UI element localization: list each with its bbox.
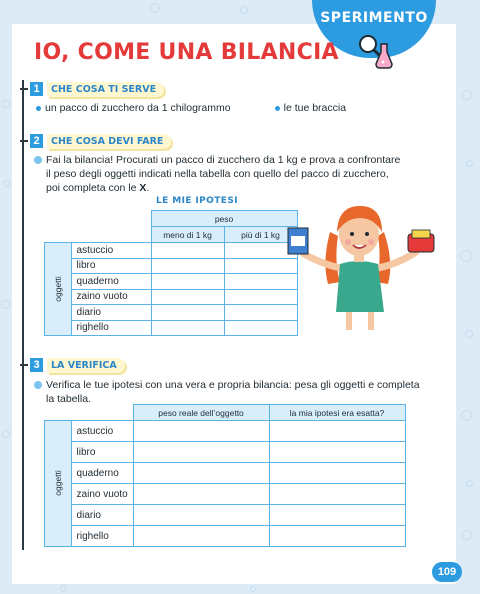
table-row: quaderno bbox=[45, 274, 298, 290]
section-1-title: CHE COSA TI SERVE bbox=[47, 82, 164, 97]
answer-cell[interactable] bbox=[151, 258, 224, 274]
table-row: libro bbox=[45, 442, 406, 463]
section-2-marker bbox=[20, 140, 28, 142]
magnifier-flask-icon bbox=[354, 30, 394, 72]
answer-cell[interactable] bbox=[269, 463, 405, 484]
answer-cell[interactable] bbox=[151, 320, 224, 336]
table-row: righello bbox=[45, 526, 406, 547]
list-item: le tue braccia bbox=[275, 102, 346, 114]
section-2-title: CHE COSA DEVI FARE bbox=[47, 134, 171, 149]
table-row: diario bbox=[45, 505, 406, 526]
answer-cell[interactable] bbox=[133, 505, 269, 526]
list-item: un pacco di zucchero da 1 chilogrammo bbox=[36, 102, 231, 114]
answer-cell[interactable] bbox=[151, 289, 224, 305]
page-number: 109 bbox=[432, 562, 462, 582]
answer-cell[interactable] bbox=[269, 421, 405, 442]
real-weight-header: peso reale dell’oggetto bbox=[133, 405, 269, 421]
hypothesis-correct-header: la mia ipotesi era esatta? bbox=[269, 405, 405, 421]
more-than-header: più di 1 kg bbox=[224, 227, 297, 243]
section-2-number: 2 bbox=[30, 134, 43, 148]
answer-cell[interactable] bbox=[269, 505, 405, 526]
badge-label: SPERIMENTO bbox=[320, 10, 428, 26]
verification-table bbox=[44, 404, 406, 547]
section-3-heading bbox=[30, 356, 125, 374]
table-row: oggetti astuccio bbox=[45, 243, 298, 259]
section-3-marker bbox=[20, 364, 28, 366]
table-row: libro bbox=[45, 258, 298, 274]
objects-side-label: oggetti bbox=[45, 421, 72, 547]
table-row: quaderno bbox=[45, 463, 406, 484]
hypothesis-table bbox=[44, 210, 298, 336]
objects-side-label: oggetti bbox=[45, 243, 72, 336]
answer-cell[interactable] bbox=[133, 442, 269, 463]
answer-cell[interactable] bbox=[151, 243, 224, 259]
bullet-icon bbox=[34, 381, 42, 389]
left-margin-rule bbox=[22, 80, 24, 550]
section-1-heading bbox=[30, 80, 164, 98]
section-3-title: LA VERIFICA bbox=[47, 358, 125, 373]
section-2-heading bbox=[30, 132, 171, 150]
answer-cell[interactable] bbox=[269, 526, 405, 547]
weight-header: peso bbox=[151, 211, 297, 227]
section-1-marker bbox=[20, 88, 28, 90]
bullet-icon bbox=[36, 106, 41, 111]
hypothesis-table-caption: LE MIE IPOTESI bbox=[156, 196, 238, 206]
answer-cell[interactable] bbox=[133, 463, 269, 484]
girl-balancing-illustration bbox=[282, 192, 442, 332]
page-title: IO, COME UNA BILANCIA bbox=[34, 40, 339, 65]
table-row: diario bbox=[45, 305, 298, 321]
materials-list bbox=[36, 102, 346, 114]
table-row: righello bbox=[45, 320, 298, 336]
answer-cell[interactable] bbox=[133, 526, 269, 547]
bullet-icon bbox=[34, 156, 42, 164]
less-than-header: meno di 1 kg bbox=[151, 227, 224, 243]
answer-cell[interactable] bbox=[269, 442, 405, 463]
answer-cell[interactable] bbox=[133, 421, 269, 442]
table-row: oggetti astuccio bbox=[45, 421, 406, 442]
section-2-instructions: Fai la bilancia! Procurati un pacco di zucchero da 1 kg e prova a confrontare il peso degli oggetti indicati nella tabella con quello del pacco di zucchero, poi completa con le X. bbox=[34, 153, 400, 195]
answer-cell[interactable] bbox=[151, 305, 224, 321]
answer-cell[interactable] bbox=[269, 484, 405, 505]
answer-cell[interactable] bbox=[151, 274, 224, 290]
table-row: zaino vuoto bbox=[45, 289, 298, 305]
section-1-number: 1 bbox=[30, 82, 43, 96]
section-3-instructions: Verifica le tue ipotesi con una vera e propria bilancia: pesa gli oggetti e completa la tabella. bbox=[34, 378, 420, 406]
section-3-number: 3 bbox=[30, 358, 43, 372]
table-row: zaino vuoto bbox=[45, 484, 406, 505]
answer-cell[interactable] bbox=[133, 484, 269, 505]
bullet-icon bbox=[275, 106, 280, 111]
